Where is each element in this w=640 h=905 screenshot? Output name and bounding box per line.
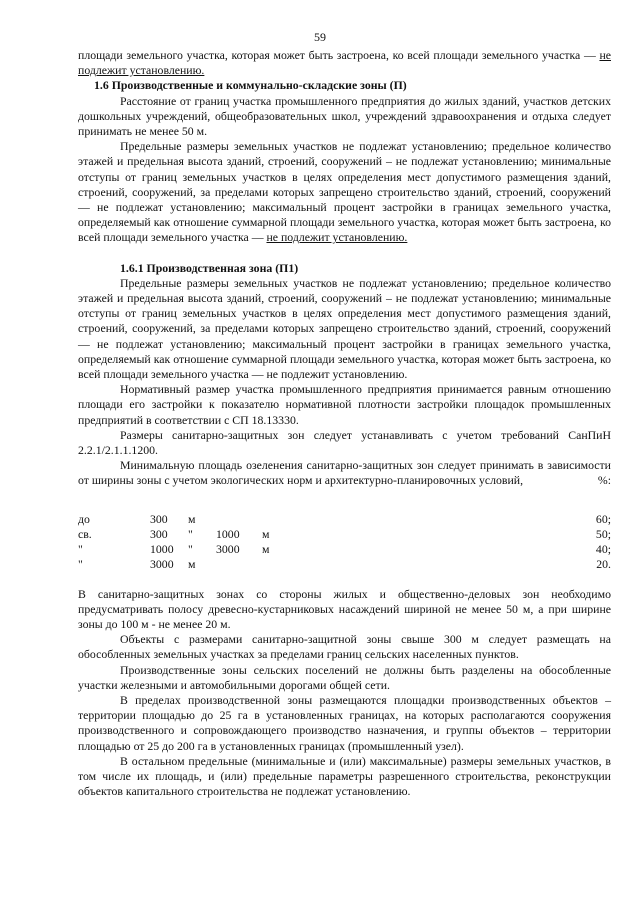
section-heading-1-6: 1.6 Производственные и коммунально-складские зоны (П) xyxy=(94,78,407,93)
greening-intro-text: Минимальную площадь озеленения санитарно-защитных зон следует принимать в зависимости от ширины зоны с учетом экологических норм и архитектурно-планировочных условий, xyxy=(78,458,611,488)
section-1-6-1-paragraph-5: В санитарно-защитных зонах со стороны жилых и общественно-деловых зон необходимо предусматривать полосу древесно-кустарниковых насаждений шириной не менее 50 м, а при ширине зоны до 100 м - не менее 20 м. xyxy=(78,586,611,631)
section-1-6-1-paragraph-9: В остальном предельные (минимальные и (или) максимальные) размеры земельных участков, в том числе их площадь, и (или) предельные параметры разрешенного строительства, реконструкции объектов капитального строительства не подлежат установлению. xyxy=(78,753,611,799)
table-cell: " xyxy=(188,526,193,541)
table-cell: до xyxy=(78,511,90,526)
section-1-6-paragraph-1: Расстояние от границ участка промышленного предприятия до жилых зданий, участков детских дошкольных учреждений, общеобразовательных школ, учреждений здравоохранения и отдыха следует принимать не менее 50 м. xyxy=(78,93,611,139)
section-1-6-1-paragraph-8: В пределах производственной зоны размещаются площадки производственных объектов – территории площадью до 25 га в установленных границах, на которых располагаются сооружения производственного и сопровождающего производство назначения, и группы объектов – территории площадью от 25 до 200 га в установленных границах (промышленный узел). xyxy=(78,692,611,753)
table-cell: 50; xyxy=(595,526,611,541)
table-row xyxy=(78,527,611,542)
section-1-6-1-paragraph-3: Размеры санитарно-защитных зон следует устанавливать с учетом требований СанПиН 2.2.1/2.1.1.1200. xyxy=(78,427,611,458)
intro-tail-text: площади земельного участка, которая может быть застроена, ко всей площади земельного участка — xyxy=(78,48,600,62)
greening-unit: %: xyxy=(597,473,611,488)
table-cell xyxy=(216,557,262,572)
table-cell xyxy=(262,512,292,527)
table-cell: 300 xyxy=(150,526,168,541)
table-cell: " xyxy=(188,542,193,557)
table-spacer xyxy=(292,542,551,557)
table-cell: 1000 xyxy=(150,542,174,557)
table-spacer xyxy=(292,527,551,542)
section-1-6-1-paragraph-7: Производственные зоны сельских поселений не должны быть разделены на обособленные участки железными и автомобильными дорогами общей сети. xyxy=(78,662,611,692)
section-1-6-paragraph-2 xyxy=(78,139,611,245)
table-cell: 300 xyxy=(150,511,168,526)
table-cell: 3000 xyxy=(216,542,240,557)
table-cell: м xyxy=(188,557,196,572)
section-1-6-1-paragraph-2: Нормативный размер участка промышленного предприятия принимается равным отношению площади его застройки к показателю нормативной плотности застройки площадок промышленных предприятий в соответствии с СП 18.13330. xyxy=(78,382,611,427)
table-cell: 3000 xyxy=(150,557,174,572)
table-cell: м xyxy=(262,526,270,541)
table-cell: м xyxy=(262,542,270,557)
table-cell xyxy=(216,512,262,527)
table-cell: 20. xyxy=(596,557,611,572)
table-row xyxy=(78,557,611,572)
table-cell: 1000 xyxy=(216,526,240,541)
table-row xyxy=(78,542,611,557)
table-spacer xyxy=(292,512,551,527)
section-1-6-1-paragraph-6: Объекты с размерами санитарно-защитной зоны свыше 300 м следует размещать на обособленных земельных участках за пределами границ сельских населенных пунктов. xyxy=(78,632,611,662)
table-cell xyxy=(262,557,292,572)
table-cell: " xyxy=(78,542,83,557)
table-cell: св. xyxy=(78,526,92,541)
table-cell: 40; xyxy=(595,542,611,557)
table-spacer xyxy=(292,557,551,572)
table-row xyxy=(78,512,611,527)
table-cell: 60; xyxy=(595,511,611,526)
document-body xyxy=(78,48,611,799)
section-1-6-paragraph-2-underlined: не подлежит установлению. xyxy=(266,230,408,245)
section-1-6-1-paragraph-4 xyxy=(78,458,611,488)
intro-tail-paragraph xyxy=(78,48,611,78)
table-cell: м xyxy=(188,511,196,526)
section-heading-1-6-1: 1.6.1 Производственная зона (П1) xyxy=(120,260,299,275)
greening-norms-table xyxy=(78,512,611,573)
page-number: 59 xyxy=(314,30,326,44)
section-1-6-1-paragraph-1: Предельные размеры земельных участков не подлежат установлению; предельное количество этажей и предельная высота зданий, строений, сооружений – не подлежат установлению; минимальные отступы от границ земельных участков в целях определения мест допустимого размещения зданий, строений, сооружений, за пределами которых запрещено строительство зданий, строений, сооружений — не подлежат установлению; максимальный процент застройки в границах земельного участка, определяемый как отношение суммарной площади земельного участка, которая может быть застроена, ко всей площади земельного участка — не подлежит установлению. xyxy=(78,275,611,382)
table-cell: " xyxy=(78,557,83,572)
section-1-6-paragraph-2-text: Предельные размеры земельных участков не подлежат установлению; предельное количество этажей и предельная высота зданий, строений, сооружений – не подлежат установлению; минимальные отступы от границ земельных участков в целях определения мест допустимого размещения зданий, строений, сооружений, за пределами которых запрещено строительство зданий, строений, сооружений — не подлежат установлению; максимальный процент застройки в границах земельного участка, определяемый как отношение суммарной площади земельного участка, которая может быть застроена, ко всей площади земельного участка — xyxy=(78,139,611,245)
intro-tail-underlined: не подлежит установлению. xyxy=(78,48,611,78)
